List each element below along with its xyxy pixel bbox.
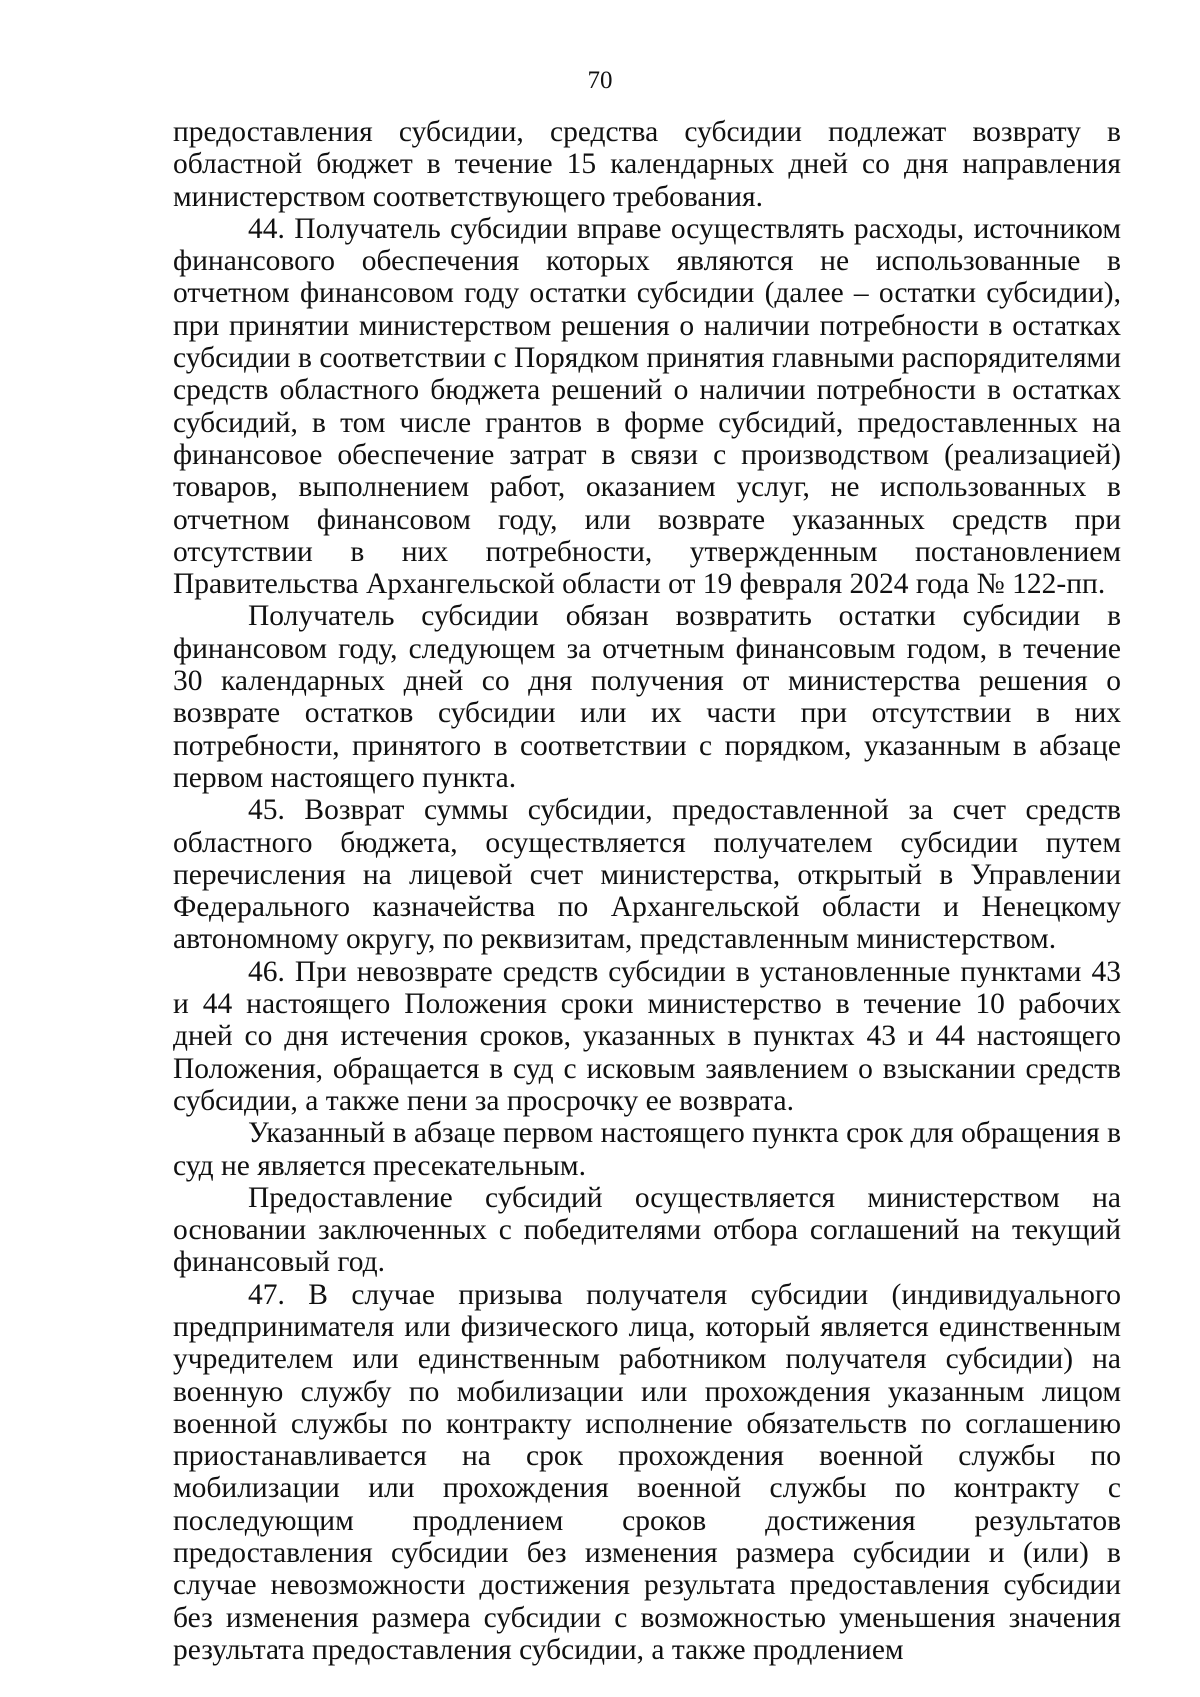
paragraph-continuation: предоставления субсидии, средства субсидии подлежат возврату в областной бюджет в течение 15 календарных дней со дня направления министерством соответствующего требования. (173, 116, 1121, 213)
document-body (173, 116, 1121, 1666)
page-number: 70 (587, 67, 613, 94)
paragraph-item-44-second: Получатель субсидии обязан возвратить остатки субсидии в финансовом году, следующем за отчетным финансовым годом, в течение 30 календарных дней со дня получения от министерства решения о возврате остатков субсидии или их части при отсутствии в них потребности, принятого в соответствии с порядком, указанным в абзаце первом настоящего пункта. (173, 600, 1121, 794)
paragraph-item-44: 44. Получатель субсидии вправе осуществлять расходы, источником финансового обеспечения которых являются не использованные в отчетном финансовом году остатки субсидии (далее – остатки субсидии), при принятии министерством решения о наличии потребности в остатках субсидии в соответствии с Порядком принятия главными распорядителями средств областного бюджета решений о наличии потребности в остатках субсидий, в том числе грантов в форме субсидий, предоставленных на финансовое обеспечение затрат в связи с производством (реализацией) товаров, выполнением работ, оказанием услуг, не использованных в отчетном финансовом году, или возврате указанных средств при отсутствии в них потребности, утвержденным постановлением Правительства Архангельской области от 19 февраля 2024 года № 122-пп. (173, 212, 1121, 601)
paragraph-item-46-second: Указанный в абзаце первом настоящего пункта срок для обращения в суд не является пресекательным. (173, 1117, 1121, 1182)
paragraph-item-46-third: Предоставление субсидий осуществляется министерством на основании заключенных с победителями отбора соглашений на текущий финансовый год. (173, 1181, 1121, 1279)
paragraph-item-45: 45. Возврат суммы субсидии, предоставленной за счет средств областного бюджета, осуществляется получателем субсидии путем перечисления на лицевой счет министерства, открытый в Управлении Федерального казначейства по Архангельской области и Ненецкому автономному округу, по реквизитам, представленным министерством. (173, 794, 1121, 956)
paragraph-item-47: 47. В случае призыва получателя субсидии (индивидуального предпринимателя или физического лица, который является единственным учредителем или единственным работником получателя субсидии) на военную службу по мобилизации или прохождения указанным лицом военной службы по контракту исполнение обязательств по соглашению приостанавливается на срок прохождения военной службы по мобилизации или прохождения военной службы по контракту с последующим продлением сроков достижения результатов предоставления субсидии без изменения размера субсидии и (или) в случае невозможности достижения результата предоставления субсидии без изменения размера субсидии с возможностью уменьшения значения результата предоставления субсидии, а также продлением (173, 1278, 1121, 1666)
paragraph-item-46: 46. При невозврате средств субсидии в установленные пунктами 43 и 44 настоящего Положения сроки министерство в течение 10 рабочих дней со дня истечения сроков, указанных в пунктах 43 и 44 настоящего Положения, обращается в суд с исковым заявлением о взыскании средств субсидии, а также пени за просрочку ее возврата. (173, 955, 1121, 1117)
